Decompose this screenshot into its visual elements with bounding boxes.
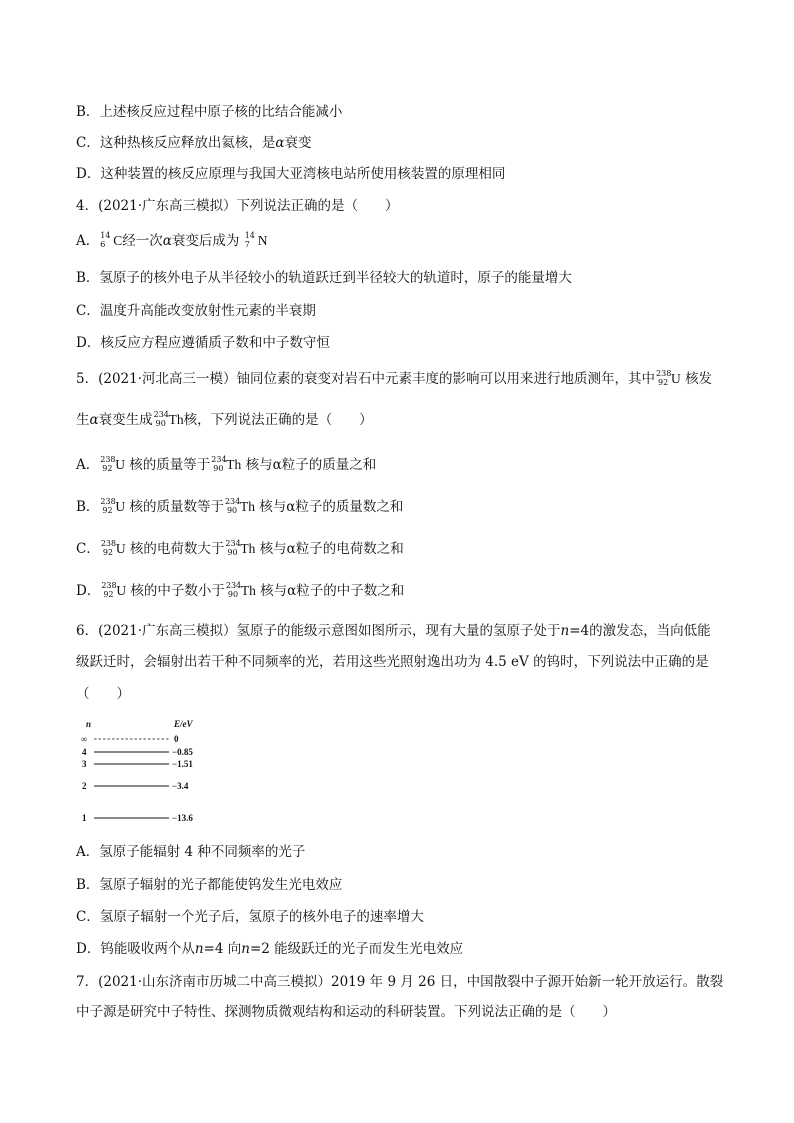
- carbon-14-nuclide: 14 6: [100, 231, 111, 249]
- thorium-234-nuclide: 234 90: [153, 410, 169, 428]
- q3-option-b: B．上述核反应过程中原子核的比结合能减小: [76, 104, 343, 120]
- uranium-238-nuclide: 238 92: [656, 369, 672, 387]
- q6-stem-line1: 6．(2021·广东高三模拟）氢原子的能级示意图如图所示，现有大量的氢原子处于n=4的激发态，当向低能: [76, 623, 711, 639]
- q5-option-d: D． 238 92 U 核的中子数小于 234 90 Th 核与α粒子的中子数之和: [76, 581, 405, 599]
- q4-stem: 4．(2021·广东高三模拟）下列说法正确的是（ ）: [76, 198, 399, 214]
- q5-option-b: B． 238 92 U 核的质量数等于 234 90 Th 核与α粒子的质量数之和: [76, 497, 404, 515]
- level-n-2: 2: [82, 781, 87, 791]
- q6-option-a: A．氢原子能辐射 4 种不同频率的光子: [76, 844, 306, 860]
- q4-option-d: D．核反应方程应遵循质子数和中子数守恒: [76, 335, 330, 351]
- diagram-energy-axis-label: E/eV: [174, 719, 193, 729]
- q6-option-c: C．氢原子辐射一个光子后，氢原子的核外电子的速率增大: [76, 909, 424, 925]
- level-n-4: 4: [82, 747, 87, 757]
- nitrogen-14-nuclide: 14 7: [244, 231, 255, 249]
- alpha-symbol: α: [275, 135, 285, 151]
- q6-stem-line3: （ ）: [76, 686, 130, 702]
- level-energy-2: −3.4: [172, 781, 189, 791]
- energy-level-diagram: [74, 715, 234, 827]
- q4-option-c: C．温度升高能改变放射性元素的半衰期: [76, 303, 316, 319]
- level-energy-3: −1.51: [172, 759, 193, 769]
- diagram-n-axis-label: n: [86, 719, 92, 729]
- q6-option-b: B．氢原子辐射的光子都能使钨发生光电效应: [76, 877, 343, 893]
- q4-option-a: A． 14 6 C经一次α衰变后成为 14 7 N: [76, 231, 268, 249]
- q6-option-d: D．钨能吸收两个从n=4 向n=2 能级跃迁的光子而发生光电效应: [76, 941, 464, 957]
- level-n-infinity: ∞: [81, 734, 88, 744]
- q6-stem-line2: 级跃迁时，会辐射出若干种不同频率的光，若用这些光照射逸出功为 4.5 eV 的钨时，下列说法中正确的是: [76, 654, 709, 670]
- q3-option-d: D．这种装置的核反应原理与我国大亚湾核电站所使用核装置的原理相同: [76, 166, 506, 182]
- q4-option-b: B．氢原子的核外电子从半径较小的轨道跃迁到半径较大的轨道时，原子的能量增大: [76, 270, 572, 286]
- q5-stem-line2: 生α衰变生成 234 90 Th核，下列说法正确的是（ ）: [76, 410, 373, 428]
- q7-stem-line2: 中子源是研究中子特性、探测物质微观结构和运动的科研装置。下列说法正确的是（ ）: [76, 1004, 616, 1020]
- q5-option-c: C． 238 92 U 核的电荷数大于 234 90 Th 核与α粒子的电荷数之和: [76, 539, 404, 557]
- q7-stem-line1: 7．(2021·山东济南市历城二中高三模拟）2019 年 9 月 26 日，中国散裂中子源开始新一轮开放运行。散裂: [76, 974, 724, 990]
- q5-option-a: A． 238 92 U 核的质量等于 234 90 Th 核与α粒子的质量之和: [76, 455, 377, 473]
- level-energy-4: −0.85: [172, 747, 193, 757]
- level-n-1: 1: [82, 813, 87, 823]
- q5-stem-line1: 5．(2021·河北高三一模）铀同位素的衰变对岩石中元素丰度的影响可以用来进行地质测年，其中 238 92 U 核发: [76, 369, 713, 387]
- q3-option-c: C．这种热核反应释放出氦核，是α衰变: [76, 135, 312, 151]
- level-n-3: 3: [82, 759, 87, 769]
- level-energy-1: −13.6: [172, 813, 193, 823]
- level-energy-infinity: 0: [174, 734, 179, 744]
